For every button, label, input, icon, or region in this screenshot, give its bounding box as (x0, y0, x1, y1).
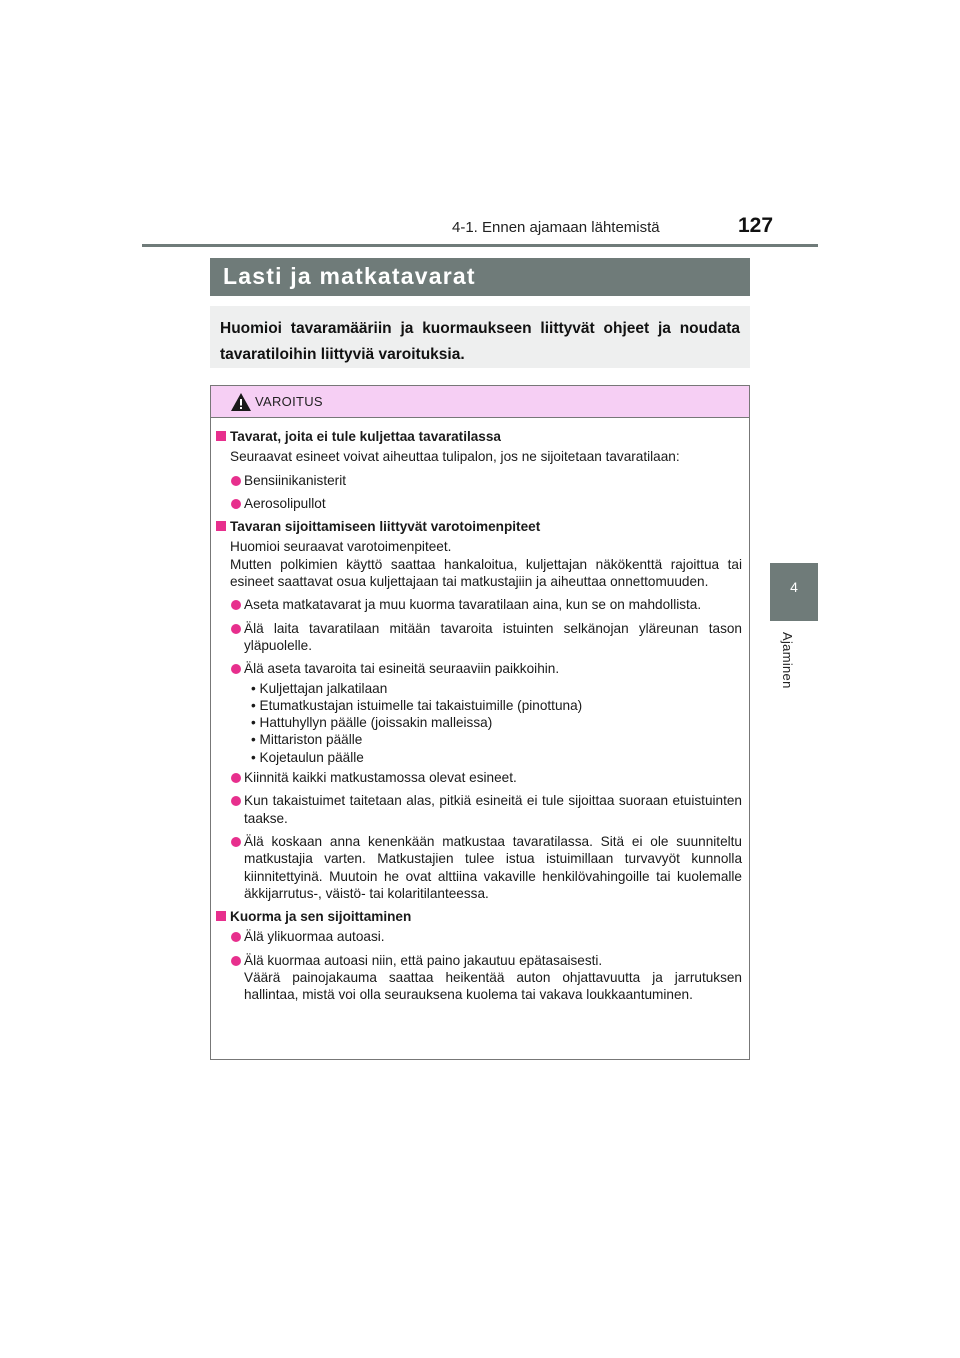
round-bullet-icon (231, 956, 241, 966)
bullet-item: Älä ylikuormaa autoasi. (216, 928, 742, 945)
section-title: Lasti ja matkatavarat (223, 263, 476, 289)
placement-list (216, 680, 742, 766)
round-bullet-icon (231, 499, 241, 509)
square-bullet-icon (216, 911, 226, 921)
warning-section-heading: Tavaran sijoittamiseen liittyvät varotoimenpiteet (216, 518, 742, 535)
round-bullet-icon (231, 932, 241, 942)
square-bullet-icon (216, 521, 226, 531)
warning-text: Huomioi seuraavat varotoimenpiteet. Mutten polkimien käyttö saattaa hankaloitua, kuljettajan näkökenttä rajoittua tai esineet saattavat osua kuljettajaan tai matkustajiin ja aiheuttaa onnettomuuden. (230, 539, 742, 590)
round-bullet-icon (231, 600, 241, 610)
round-bullet-icon (231, 624, 241, 634)
list-item: • Kojetaulun päälle (251, 749, 364, 765)
chapter-tab: 4 (770, 563, 818, 621)
warning-box (210, 385, 750, 1060)
bullet-item: Älä aseta tavaroita tai esineitä seuraaviin paikkoihin. (216, 660, 742, 677)
list-item: • Hattuhyllyn päälle (joissakin malleissa) (251, 715, 493, 731)
round-bullet-icon (231, 664, 241, 674)
round-bullet-icon (231, 837, 241, 847)
header-divider (142, 244, 818, 247)
warning-text: Seuraavat esineet voivat aiheuttaa tulipalon, jos ne sijoitetaan tavaratilaan: (230, 449, 680, 465)
bullet-item: Älä koskaan anna kenenkään matkustaa tavaratilassa. Sitä ei ole suunniteltu matkustajia varten. Matkustajien tulee istua istuimillaan turvavyöt kunnolla kiinnitettyinä. Muutoin he ovat alttiina vakaville henkilövahingoille tai kuolemalle äkkijarrutus-, väistö- tai kolaritilanteessa. (216, 833, 742, 902)
section-title-bar (210, 258, 750, 296)
page-number: 127 (738, 214, 774, 237)
bullet-item: Aseta matkatavarat ja muu kuorma tavaratilaan aina, kun se on mahdollista. (216, 596, 742, 613)
chapter-tab-label: Ajaminen (780, 632, 795, 689)
round-bullet-icon (231, 796, 241, 806)
square-bullet-icon (216, 431, 226, 441)
round-bullet-icon (231, 773, 241, 783)
round-bullet-icon (231, 476, 241, 486)
running-header-section: 4-1. Ennen ajamaan lähtemistä (452, 219, 660, 236)
warning-section-heading: Kuorma ja sen sijoittaminen (216, 908, 742, 925)
intro-box: Huomioi tavaramääriin ja kuormaukseen liittyvät ohjeet ja noudata tavaratiloihin liittyviä varoituksia. (210, 306, 750, 368)
bullet-item: Aerosolipullot (216, 495, 742, 512)
list-item: • Etumatkustajan istuimelle tai takaistuimille (pinottuna) (251, 697, 583, 713)
warning-label: VAROITUS (255, 394, 323, 409)
bullet-item: Bensiinikanisterit (216, 472, 742, 489)
list-item: • Mittariston päälle (251, 732, 363, 748)
bullet-item: Kiinnitä kaikki matkustamossa olevat esineet. (216, 769, 742, 786)
bullet-item: Älä kuormaa autoasi niin, että paino jakautuu epätasaisesti. Väärä painojakauma saattaa heikentää auton ohjattavuutta ja jarrutuksen hallintaa, mistä voi olla seurauksena kuolema tai vakava loukkaantuminen. (216, 952, 742, 1004)
list-item: • Kuljettajan jalkatilaan (251, 680, 388, 696)
warning-triangle-icon (230, 392, 252, 412)
warning-body (211, 418, 749, 1004)
warning-section-heading: Tavarat, joita ei tule kuljettaa tavaratilassa (216, 428, 742, 445)
bullet-item: Kun takaistuimet taitetaan alas, pitkiä esineitä ei tule sijoittaa suoraan etuistuinten taakse. (216, 792, 742, 827)
bullet-item: Älä laita tavaratilaan mitään tavaroita istuinten selkänojan yläreunan tason yläpuolelle. (216, 620, 742, 655)
warning-header (211, 386, 749, 418)
